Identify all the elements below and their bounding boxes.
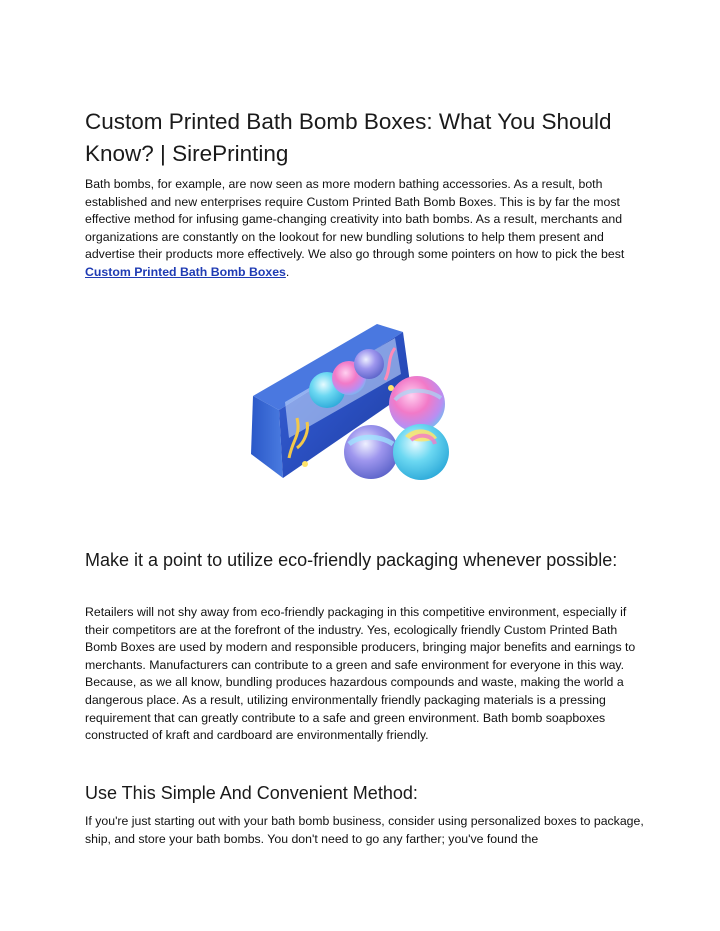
bath-bomb-pink: [389, 376, 445, 432]
simple-method-heading: Use This Simple And Convenient Method:: [85, 783, 418, 803]
document-title: Custom Printed Bath Bomb Boxes: What You Should Know? | SirePrinting: [85, 109, 612, 166]
custom-boxes-link[interactable]: Custom Printed Bath Bomb Boxes: [85, 264, 286, 279]
eco-heading: Make it a point to utilize eco-friendly packaging whenever possible:: [85, 550, 618, 570]
decor-dot: [302, 461, 308, 467]
eco-paragraph: Retailers will not shy away from eco-friendly packaging in this competitive environment, especially if their competitors are at the forefront of the industry. Yes, ecologically friendly Custom Printed Bath Bomb Boxes are used by modern and responsible producers, bringing major benefits and earnings to merchants. Manufacturers can contribute to a green and safe environment for everyone in this way. Because, as we all know, bundling produces hazardous compounds and waste, making the world a dangerous place. As a result, utilizing environmentally friendly packaging materials is a pressing requirement that can greatly contribute to a safe and green environment. Bath bomb soapboxes constructed of kraft and cardboard are environmentally friendly.: [85, 605, 636, 743]
intro-text-end: .: [285, 264, 290, 279]
intro-text: Bath bombs, for example, are now seen as more modern bathing accessories. As a result, both established and new enterprises require Custom Printed Bath Bomb Boxes. This is by far the most effective method for infusing game-changing creativity into bath bombs. As a result, merchants and organizations are constantly on the lookout for new bundling solutions to help them present and advertise their products more effectively. We also go through some pointers on how to pick the best: [85, 177, 625, 262]
simple-method-paragraph: If you're just starting out with your bath bomb business, consider using personalized boxes to package, ship, and store your bath bombs. You don't need to go any farther; you've found the: [85, 814, 644, 846]
bath-bomb-purple: [344, 425, 398, 479]
bath-bomb-in-box-3: [354, 349, 384, 379]
bath-bomb-box-image: [245, 318, 460, 488]
intro-paragraph: [85, 176, 645, 282]
